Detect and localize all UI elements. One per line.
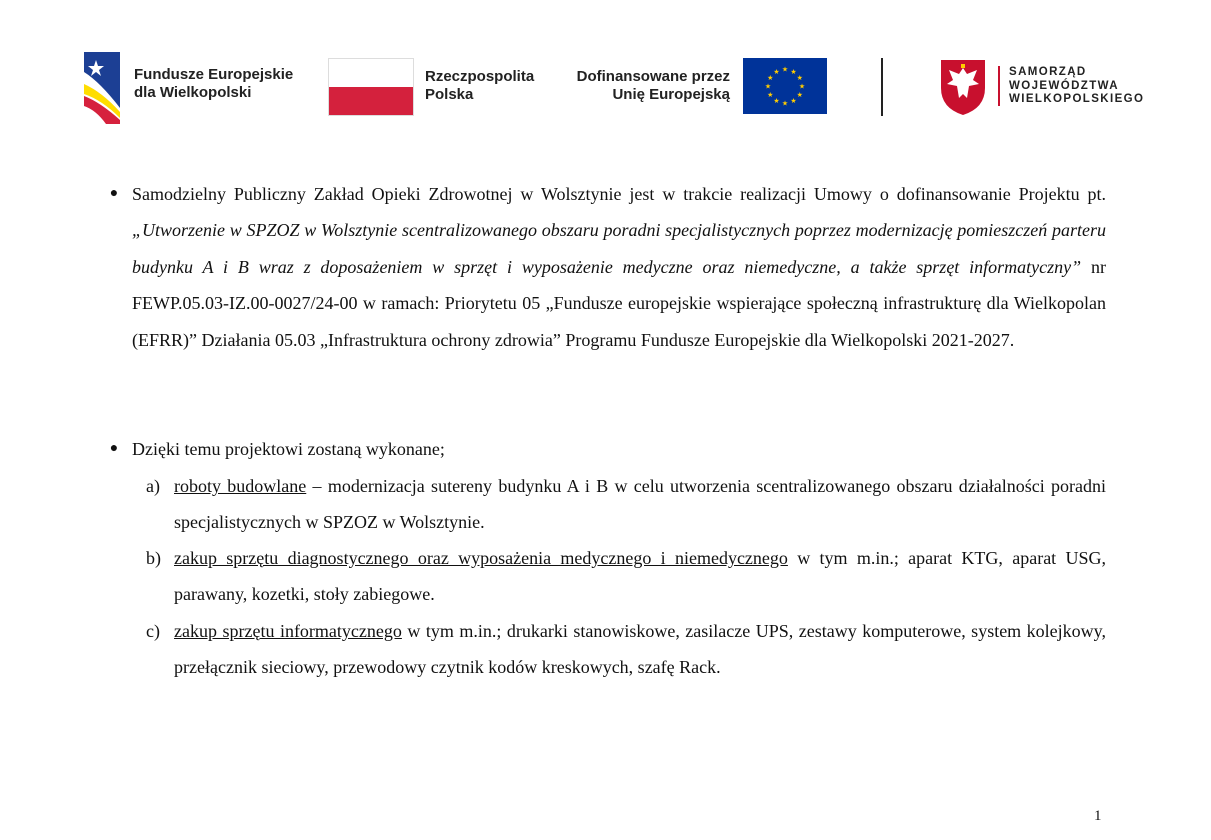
eu-star-icon: ★	[767, 91, 774, 99]
list-item	[146, 540, 1107, 613]
eu-star-icon: ★	[781, 65, 789, 74]
bullet-icon: ●	[109, 186, 119, 201]
fundusze-europejskie-logo-icon	[82, 48, 122, 129]
fundusze-europejskie-text	[134, 66, 293, 102]
logo2-line2: Polska	[425, 86, 474, 103]
eu-star-icon: ★	[796, 91, 803, 99]
polish-flag-icon	[328, 58, 414, 116]
list-marker: c)	[146, 621, 160, 641]
eu-star-icon: ★	[773, 97, 780, 106]
eu-star-icon: ★	[781, 99, 789, 108]
list-marker: b)	[146, 548, 161, 568]
list-item-text: – modernizacja sutereny budynku A i B w celu utworzenia scentralizowanego obszaru działalności poradni specjalistycznych w SPZOZ w Wolsztynie.	[174, 476, 1106, 533]
logo2-line1: Rzeczpospolita	[425, 68, 535, 85]
bullet-paragraph-2	[109, 431, 1106, 467]
list-item-underlined: zakup sprzętu informatycznego	[174, 621, 402, 641]
samorzad-text	[1009, 66, 1144, 107]
list-item	[146, 613, 1107, 686]
wielkopolska-crest-icon	[939, 58, 987, 121]
eu-star-icon: ★	[798, 82, 806, 91]
eu-cofinanced-text	[540, 68, 730, 104]
logo1-line1: Fundusze Europejskie	[134, 66, 294, 83]
bullet1-text-part1: Samodzielny Publiczny Zakład Opieki Zdrowotnej w Wolsztynie jest w trakcie realizacji Umowy o dofinansowanie Projektu pt.	[132, 184, 1106, 204]
eu-star-icon: ★	[790, 97, 797, 106]
bullet-paragraph-1	[109, 176, 1106, 358]
bullet-icon: ●	[109, 441, 119, 456]
project-title: „Utworzenie w SPZOZ w Wolsztynie scentralizowanego obszaru poradni specjalistycznych poprzez modernizację pomieszczeń parteru budynku A i B wraz z doposażeniem w sprzęt i wyposażenie medyczne oraz niemedyczne, a także sprzęt informatyczny”	[132, 220, 1106, 277]
logo1-line2: dla Wielkopolski	[134, 84, 252, 101]
eu-star-icon: ★	[790, 67, 797, 76]
list-item-underlined: zakup sprzętu diagnostycznego oraz wyposażenia medycznego i niemedycznego	[174, 548, 788, 568]
eu-star-icon: ★	[773, 67, 780, 76]
eu-star-icon: ★	[767, 74, 774, 82]
rzeczpospolita-text	[425, 68, 534, 104]
list-item-underlined: roboty budowlane	[174, 476, 307, 496]
logo3-line2: Unię Europejską	[612, 86, 730, 103]
logo3-line1: Dofinansowane przez	[576, 68, 730, 85]
bullet2-intro: Dzięki temu projektowi zostaną wykonane;	[132, 439, 445, 459]
logo4-line1: SAMORZĄD	[1009, 66, 1087, 78]
list-item-text: w tym m.in.; aparat KTG, aparat USG, parawany, kozetki, stoły zabiegowe.	[174, 548, 1107, 605]
bullet1-text-part2: nr FEWP.05.03-IZ.00-0027/24-00 w ramach: Priorytetu 05 „Fundusze europejskie wspierające społeczną infrastrukturę dla Wielkopolan (EFRR)” Działania 05.03 „Infrastruktura ochrony zdrowia” Programu Fundusze Europejskie dla Wielkopolski 2021-2027.	[132, 256, 1106, 350]
eu-flag-icon	[743, 58, 827, 114]
logo4-line3: WIELKOPOLSKIEGO	[1009, 93, 1145, 105]
eu-star-icon: ★	[796, 74, 803, 82]
header-divider	[881, 58, 883, 116]
page-number: 1	[1094, 808, 1102, 824]
list-item	[146, 468, 1106, 541]
list-item-text: w tym m.in.; drukarki stanowiskowe, zasilacze UPS, zestawy komputerowe, system kolejkowy, przełącznik sieciowy, przewodowy czytnik kodów kreskowych, szafę Rack.	[174, 621, 1107, 678]
logo4-line2: WOJEWÓDZTWA	[1009, 79, 1119, 92]
list-marker: a)	[146, 476, 160, 496]
crest-divider	[998, 66, 1000, 106]
eu-star-icon: ★	[764, 82, 772, 91]
logo-strip	[0, 44, 1211, 126]
